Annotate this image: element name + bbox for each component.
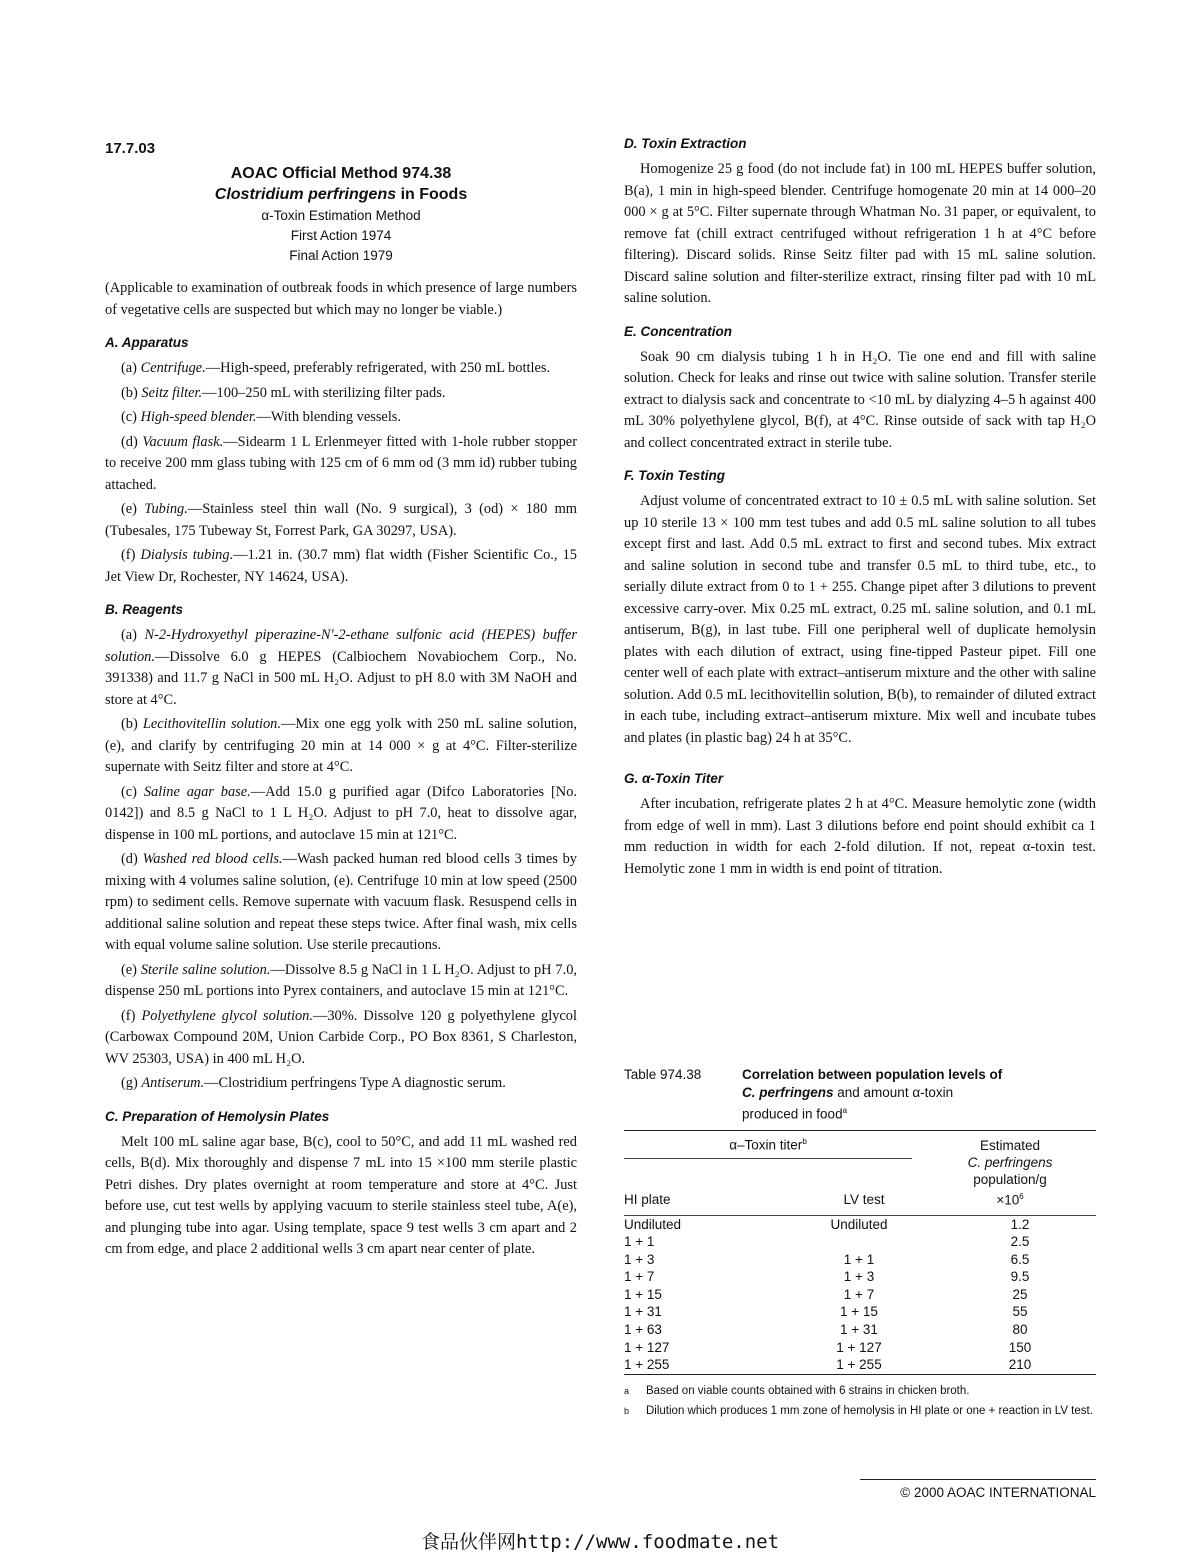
section-c-text: Melt 100 mL saline agar base, B(c), cool to 50°C, and add 11 mL washed red cells, B(d). Mix thoroughly and dispense 7 mL into 15 ×100 mm sterile plastic Petri dishes. Dry plates overnight at room temperature and store at 4°C. Just before use, cut test wells by applying vacuum to sterile stainless steel tube, A(e), and plunging tube into agar. Using template, space 9 test wells 3 cm apart and 2 cm from edge, and place 2 additional wells 3 cm apart near center of plate. (105, 1133, 577, 1257)
table-caption-text (742, 1066, 1096, 1124)
footnote-b (624, 1403, 1096, 1419)
col3-line-1: Estimated (979, 1137, 1041, 1153)
reagent-item-d (105, 849, 577, 957)
table-bottom-rule (624, 1374, 1096, 1375)
apparatus-item-f (105, 545, 577, 588)
method-subtitle-organism: Clostridium perfringens (214, 186, 397, 203)
caption-footnote-mark: a (842, 1106, 848, 1115)
item-name: Dialysis tubing. (140, 547, 234, 563)
cell-hi-plate: 1 + 7 (624, 1269, 655, 1285)
item-name: Antiserum. (141, 1075, 205, 1091)
footnote-a-mark: a (624, 1385, 630, 1396)
apparatus-item-d (105, 432, 577, 497)
item-label: (b) (121, 384, 138, 401)
section-e-heading: E. Concentration (624, 323, 733, 339)
item-text: —Mix one egg yolk with 250 mL saline solution, (e), and clarify by centrifuging 20 min at 14 000 × g at 4°C. Filter-sterilize supernate with Seitz filter and store at 4°C. (105, 716, 577, 775)
section-g-heading: G. α-Toxin Titer (624, 771, 724, 786)
reagent-item-g (105, 1073, 577, 1095)
section-f-heading: F. Toxin Testing (624, 468, 725, 483)
table-row (624, 1268, 1096, 1286)
section-d-text: Homogenize 25 g food (do not include fat) in 100 mL HEPES buffer solution, B(a), 1 min in high-speed blender. Centrifuge homogenate 20 min at 14 000–20 000 × g at 5°C. Filter supernate through Whatman No. 31 paper, or equivalent, to remove fat (chill extract centrifuged without refrigeration 1 h at 4°C before filtering). Discard solids. Rinse Seitz filter pad with 15 mL saline solution. Discard saline solution and filter-sterilize extract, rinsing filter pad with 10 mL saline solution. (624, 161, 1096, 306)
group-header-mark: b (802, 1136, 807, 1146)
table-row (624, 1216, 1096, 1234)
caption-line-3-text: produced in food (742, 1106, 843, 1122)
item-text: —Dissolve 8.5 g NaCl in 1 L H₂O. Adjust to pH 7.0, dispense 250 mL portions into Pyrex containers, and autoclave 15 min at 121°C. (105, 961, 578, 999)
table-row (624, 1339, 1096, 1357)
method-line-1: α-Toxin Estimation Method (261, 208, 421, 223)
apparatus-list (105, 358, 577, 588)
cell-hi-plate: 1 + 255 (624, 1357, 670, 1373)
item-text: —Stainless steel thin wall (No. 9 surgical), 3 (od) × 180 mm (Tubesales, 175 Tubeway St, Forrest Park, GA 30297, USA). (105, 501, 577, 539)
caption-organism: C. perfringens (742, 1085, 834, 1100)
table-row (624, 1233, 1096, 1251)
item-name: N-2-Hydroxyethyl piperazine-N'-2-ethane sulfonic acid (HEPES) buffer solution. (105, 627, 577, 665)
cell-population: 25 (1012, 1286, 1028, 1302)
item-name: High-speed blender. (140, 409, 257, 425)
footnote-b-text: Dilution which produces 1 mm zone of hemolysis in HI plate or one + reaction in LV test. (646, 1404, 1093, 1417)
cell-lv-test: 1 + 7 (843, 1286, 875, 1302)
item-label: (g) (121, 1075, 138, 1091)
cell-hi-plate: 1 + 15 (624, 1286, 662, 1302)
section-number: 17.7.03 (105, 140, 156, 157)
caption-line-3 (742, 1102, 1096, 1124)
table-label: Table 974.38 (624, 1067, 702, 1082)
table-caption (624, 1066, 1096, 1124)
item-label: (f) (121, 1007, 136, 1024)
cell-population: 9.5 (1010, 1269, 1030, 1285)
cell-population: 80 (1012, 1322, 1028, 1338)
item-name: Seitz filter. (141, 384, 203, 401)
section-f-text: Adjust volume of concentrated extract to 10 ± 0.5 mL with saline solution. Set up 10 sterile 13 × 100 mm test tubes and add 0.5 mL saline solution to all tubes except first and last. Add 0.5 mL extract to first and second tubes. Mix extract and saline solution in second tube and transfer 0.5 mL to third tube, etc., to serially dilute extract from 0 to 1 + 255. Change pipet after 3 dilutions to prevent excessive carry-over. Mix 0.25 mL extract, 0.25 mL saline solution, and 0.1 mL antiserum, B(g), in last tube. Fill one peripheral well of duplicate hemolysin plates with each dilution of extract, using fine-tipped Pasteur pipet. Fill one center well of each plate with extract–antiserum mixture and the other with saline solution. Add 0.5 mL lecithovitellin solution, B(b), to remainder of diluted extract in each tube, including extract–antiserum mixture. Mix well and incubate tubes and plates (in plastic bag) 24 h at 35°C. (624, 493, 1096, 746)
item-text: —Clostridium perfringens Type A diagnostic serum. (204, 1075, 506, 1091)
item-text: —100–250 mL with sterilizing filter pads. (202, 384, 446, 401)
footnote-a (624, 1383, 1096, 1399)
item-name: Sterile saline solution. (140, 961, 271, 978)
cell-lv-test: 1 + 127 (836, 1339, 882, 1355)
item-name: Tubing. (144, 501, 188, 517)
item-label: (f) (121, 547, 136, 563)
section-d-heading: D. Toxin Extraction (624, 136, 747, 151)
item-label: (c) (121, 783, 137, 800)
table-row (624, 1251, 1096, 1269)
method-header (105, 163, 577, 266)
section-e-text: Soak 90 cm dialysis tubing 1 h in H₂O. Tie one end and fill with saline solution. Check for leaks and rinse out twice with saline solution. Transfer sterile extract to dialysis sack and concentrate to <10 mL by dialyzing 4–5 h against 400 mL 30% polyethylene glycol, B(f), at 4°C. Rinse outside of sack with tap H₂O and collect concentrated extract in sterile tube. (624, 348, 1096, 451)
correlation-table (624, 1066, 1096, 1419)
col3-line-4 (924, 1188, 1096, 1209)
cell-population: 1.2 (1010, 1216, 1030, 1232)
apparatus-item-e (105, 499, 577, 542)
item-label: (e) (121, 501, 137, 517)
right-column (624, 136, 1096, 883)
cell-hi-plate: 1 + 1 (624, 1234, 655, 1250)
item-name: Lecithovitellin solution. (142, 716, 281, 732)
item-text: —1.21 in. (30.7 mm) flat width (Fisher Scientific Co., 15 Jet View Dr, Rochester, NY 14624, USA). (105, 547, 577, 585)
cell-hi-plate: 1 + 3 (624, 1251, 655, 1267)
item-name: Polyethylene glycol solution. (141, 1007, 313, 1024)
table-row (624, 1303, 1096, 1321)
item-label: (d) (121, 851, 138, 867)
item-text: —Wash packed human red blood cells 3 times by mixing with 4 volumes saline solution, (e). Centrifuge 10 min at low speed (2500 rpm) to sediment cells. Remove supernate with vacuum flask. Resuspend cells in additional saline solution and repeat these steps twice. After final wash, mix cells with equal volume saline solution. Use sterile precautions. (105, 851, 577, 953)
cell-lv-test: 1 + 1 (843, 1251, 875, 1267)
col3-line-2: C. perfringens (967, 1154, 1053, 1170)
footnote-a-text: Based on viable counts obtained with 6 strains in chicken broth. (646, 1384, 970, 1397)
reagent-item-b (105, 714, 577, 779)
item-label: (b) (121, 716, 138, 732)
apparatus-item-b (105, 383, 577, 405)
apparatus-item-c (105, 407, 577, 429)
item-text: —With blending vessels. (256, 409, 402, 425)
apparatus-heading: A. Apparatus (105, 335, 189, 350)
item-text: —Sidearm 1 L Erlenmeyer fitted with 1-hole rubber stopper to receive 200 mm glass tubing with 125 cm of 6 mm od (3 mm id) rubber tubing attached. (105, 433, 577, 493)
item-name: Washed red blood cells. (142, 851, 283, 867)
method-subtitle-rest: in Foods (396, 186, 468, 203)
table-rows (624, 1216, 1096, 1374)
table-header (624, 1131, 1096, 1207)
intro-paragraph: (Applicable to examination of outbreak foods in which presence of large numbers of vegetative cells are suspected but which may no longer be viable.) (105, 280, 577, 318)
item-name: Vacuum flask. (142, 433, 224, 450)
reagents-heading: B. Reagents (105, 602, 184, 617)
group-header-rule (624, 1158, 912, 1159)
cell-lv-test: 1 + 31 (840, 1322, 878, 1338)
method-line-3: Final Action 1979 (289, 248, 393, 263)
group-header (624, 1137, 912, 1153)
method-title: AOAC Official Method 974.38 (230, 165, 452, 182)
footnote-b-mark: b (624, 1405, 630, 1416)
col3-line-3: population/g (973, 1171, 1047, 1187)
section-g-text: After incubation, refrigerate plates 2 h at 4°C. Measure hemolytic zone (width from edge of well in mm). Last 3 dilutions before end point should exhibit ca 1 mm reduction in width for each 2-fold dilution. If not, repeat α-toxin test. Hemolytic zone 1 mm in width is end point of titration. (624, 796, 1096, 877)
section-c-heading: C. Preparation of Hemolysin Plates (105, 1108, 330, 1124)
copyright-notice: © 2000 AOAC INTERNATIONAL (860, 1479, 1096, 1500)
item-label: (a) (121, 627, 137, 643)
item-label: (a) (121, 360, 137, 376)
item-name: Centrifuge. (140, 360, 206, 376)
item-label: (d) (121, 433, 138, 450)
cell-population: 55 (1012, 1304, 1028, 1320)
table-row (624, 1321, 1096, 1339)
cell-lv-test: 1 + 15 (840, 1304, 878, 1320)
item-text: —Dissolve 6.0 g HEPES (Calbiochem Novabiochem Corp., No. 391338) and 11.7 g NaCl in 500 mL H₂O. Adjust to pH 8.0 with 3M NaOH and store at 4°C. (105, 648, 577, 708)
cell-hi-plate: 1 + 31 (624, 1304, 662, 1320)
reagent-item-f (105, 1006, 577, 1071)
caption-line-1: Correlation between population levels of (742, 1067, 1003, 1082)
table-body (624, 1216, 1096, 1374)
method-subtitle (105, 184, 577, 206)
reagent-item-a (105, 625, 577, 711)
table-row (624, 1286, 1096, 1304)
reagents-list (105, 625, 577, 1095)
cell-hi-plate: 1 + 63 (624, 1322, 662, 1338)
item-text: —Add 15.0 g purified agar (Difco Laboratories [No. 0142]) and 8.5 g NaCl to 1 L H₂O. Adjust to pH 7.0, heat to dissolve agar, dispense in 100 mL portions, and autoclave 15 min at 121°C. (105, 783, 577, 843)
item-text: —30%. Dissolve 120 g polyethylene glycol (Carbowax Compound 20M, Union Carbide Corp., PO Box 8361, S Charleston, WV 25303, USA) in 400 mL H₂O. (105, 1007, 577, 1067)
table-row (624, 1356, 1096, 1374)
item-label: (e) (121, 961, 137, 978)
cell-population: 6.5 (1010, 1251, 1030, 1267)
caption-line-2-rest: and amount α-toxin (833, 1085, 954, 1100)
col-header-population (924, 1137, 1096, 1209)
cell-hi-plate: 1 + 127 (624, 1339, 670, 1355)
cell-lv-test: 1 + 3 (843, 1269, 875, 1285)
cell-lv-test: Undiluted (830, 1216, 888, 1232)
cell-lv-test: 1 + 255 (836, 1357, 882, 1373)
method-line-2: First Action 1974 (290, 228, 392, 243)
cell-population: 210 (1008, 1357, 1032, 1373)
cell-population: 150 (1008, 1339, 1032, 1355)
watermark-url: 食品伙伴网http://www.foodmate.net (420, 1531, 780, 1553)
col-header-lv-test: LV test (843, 1191, 885, 1207)
col3-line-4-text: ×10 (996, 1192, 1020, 1207)
item-name: Saline agar base. (143, 783, 251, 800)
caption-line-2 (742, 1084, 1096, 1102)
cell-population: 2.5 (1010, 1234, 1030, 1250)
item-label: (c) (121, 409, 137, 425)
cell-lv-test (774, 1233, 944, 1251)
reagent-item-e (105, 960, 577, 1003)
item-text: —High-speed, preferably refrigerated, with 250 mL bottles. (205, 360, 551, 376)
col-header-hi-plate: HI plate (624, 1191, 671, 1207)
group-header-text: α–Toxin titer (729, 1137, 803, 1152)
cell-hi-plate: Undiluted (624, 1216, 682, 1232)
apparatus-item-a (105, 358, 577, 380)
col3-exponent: 6 (1019, 1191, 1024, 1201)
left-column (105, 136, 577, 1264)
reagent-item-c (105, 782, 577, 847)
